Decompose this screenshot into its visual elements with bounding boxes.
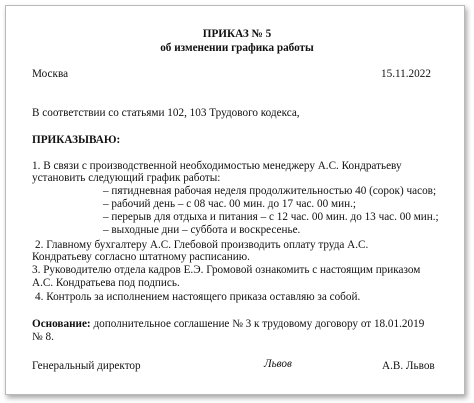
basis-line-2: № 8. <box>32 331 54 343</box>
item-2-line-1: 2. Главному бухгалтеру А.С. Глебовой производить оплату труда А.С. <box>35 239 369 251</box>
document-title: ПРИКАЗ № 5 <box>202 28 272 40</box>
item-1-line-2: установить следующий график работы: <box>32 172 221 184</box>
schedule-item: – выходные дни – суббота и воскресенье. <box>103 224 301 236</box>
item-4: 4. Контроль за исполнением настоящего приказа оставляю за собой. <box>35 291 361 303</box>
schedule-item: – перерыв для отдыха и питания – с 12 час. 00 мин. до 13 час. 00 мин.; <box>103 211 439 223</box>
schedule-item: – рабочий день – с 08 час. 00 мин. до 17 час. 00 мин.; <box>103 198 356 210</box>
item-3-line-2: А.С. Кондратьева под подпись. <box>32 277 180 289</box>
schedule-item: – пятидневная рабочая неделя продолжительностью 40 (сорок) часов; <box>103 185 437 197</box>
document-date: 15.11.2022 <box>381 68 431 80</box>
basis-line-1 <box>32 318 424 331</box>
item-3-line-1: 3. Руководителю отдела кадров Е.Э. Громовой ознакомить с настоящим приказом <box>32 264 421 276</box>
item-1-line-1: 1. В связи с производственной необходимостью менеджеру А.С. Кондратьеву <box>32 160 402 172</box>
basis-label: Основание: <box>32 318 91 330</box>
basis-text: дополнительное соглашение № 3 к трудовому договору от 18.01.2019 <box>93 318 425 330</box>
item-2-line-2: Кондратьеву согласно штатному расписанию. <box>32 251 250 263</box>
city: Москва <box>32 68 69 80</box>
signature: Львов <box>264 358 292 370</box>
document-subtitle: об изменении графика работы <box>160 42 314 54</box>
signer-position: Генеральный директор <box>32 360 141 372</box>
preamble: В соответствии со статьями 102, 103 Трудового кодекса, <box>32 107 300 119</box>
order-heading: ПРИКАЗЫВАЮ: <box>32 134 121 146</box>
signer-name: А.В. Львов <box>382 360 435 372</box>
